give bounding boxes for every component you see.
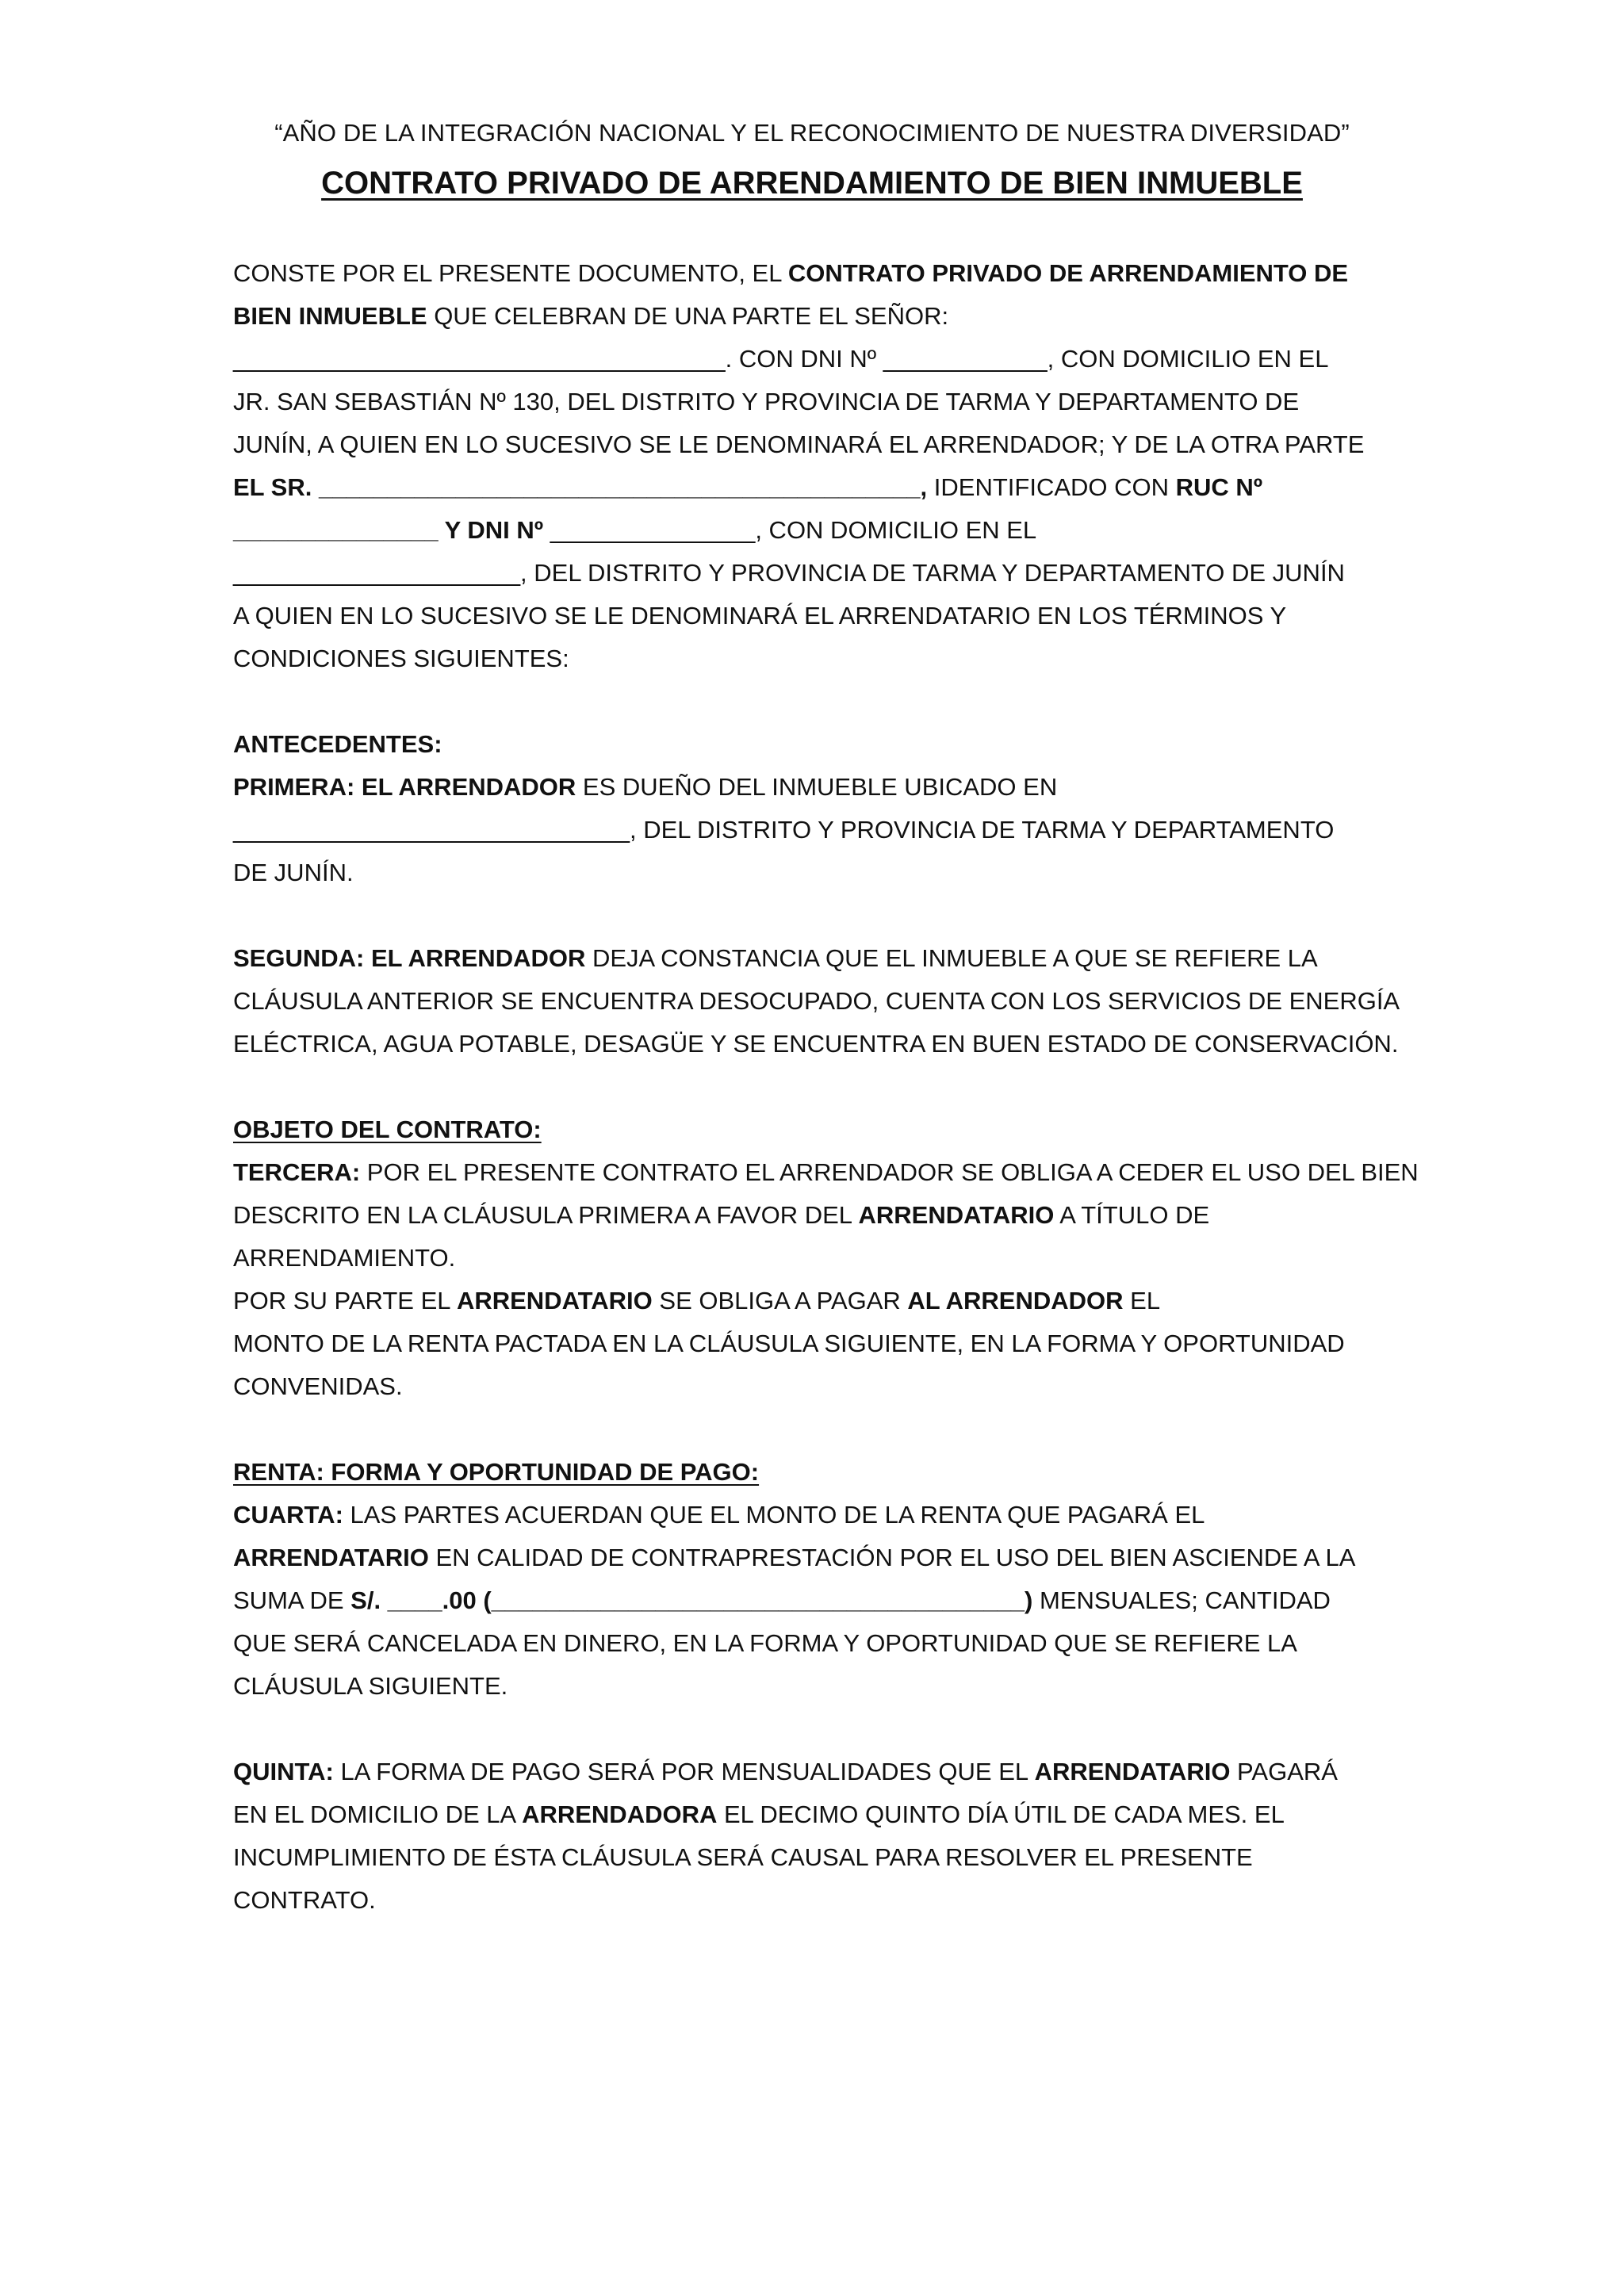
clause-line: CONTRATO. — [233, 1886, 376, 1914]
paragraph-spacer — [233, 1066, 1415, 1108]
text-run: MENSUALES; CANTIDAD — [1032, 1586, 1331, 1614]
bold-run: BIEN INMUEBLE — [233, 302, 427, 330]
paragraph-spacer — [233, 680, 1415, 723]
clause-line: CLÁUSULA SIGUIENTE. — [233, 1672, 508, 1700]
text-run: POR EL PRESENTE CONTRATO EL ARRENDADOR SE OBLIGA A CEDER EL USO DEL BIEN — [360, 1158, 1419, 1186]
text-run: POR SU PARTE EL — [233, 1287, 457, 1314]
clause-line — [233, 1536, 1415, 1579]
clause-cuarta — [233, 1494, 1415, 1708]
clause-line — [233, 1793, 1415, 1836]
paragraph-spacer — [233, 1408, 1415, 1451]
heading-text: OBJETO DEL CONTRATO: — [233, 1115, 542, 1143]
clause-label: CUARTA: — [233, 1501, 343, 1529]
bold-run: ARRENDATARIO — [456, 1287, 653, 1314]
text-run: PAGARÁ — [1230, 1758, 1338, 1785]
section-heading-objeto — [233, 1108, 1415, 1151]
intro-line-9: A QUIEN EN LO SUCESIVO SE LE DENOMINARÁ EL ARRENDATARIO EN LOS TÉRMINOS Y — [233, 602, 1287, 629]
clause-label: SEGUNDA: EL ARRENDADOR — [233, 944, 586, 972]
clause-line — [233, 1151, 1419, 1194]
clause-label: QUINTA: — [233, 1758, 334, 1785]
text-run: _______________, CON DOMICILIO EN EL — [543, 516, 1037, 544]
clause-line: CLÁUSULA ANTERIOR SE ENCUENTRA DESOCUPADO, CUENTA CON LOS SERVICIOS DE ENERGÍA — [233, 987, 1400, 1015]
clause-line: QUE SERÁ CANCELADA EN DINERO, EN LA FORMA Y OPORTUNIDAD QUE SE REFIERE LA — [233, 1629, 1297, 1657]
clause-line — [233, 766, 1415, 809]
text-run: DESCRITO EN LA CLÁUSULA PRIMERA A FAVOR DEL — [233, 1201, 859, 1229]
text-run: LAS PARTES ACUERDAN QUE EL MONTO DE LA RENTA QUE PAGARÁ EL — [343, 1501, 1205, 1529]
text-run: LA FORMA DE PAGO SERÁ POR MENSUALIDADES QUE EL — [333, 1758, 1035, 1785]
text-run: DEJA CONSTANCIA QUE EL INMUEBLE A QUE SE REFIERE LA — [585, 944, 1318, 972]
intro-line-10: CONDICIONES SIGUIENTES: — [233, 645, 569, 672]
paragraph-spacer — [233, 894, 1415, 937]
intro-line-7 — [233, 509, 1415, 552]
paragraph-spacer — [233, 1708, 1415, 1751]
text-run: SUMA DE — [233, 1586, 351, 1614]
clause-line: DE JUNÍN. — [233, 859, 354, 886]
intro-line-1 — [233, 252, 1415, 295]
text-run: QUE CELEBRAN DE UNA PARTE EL SEÑOR: — [427, 302, 949, 330]
clause-line: CONVENIDAS. — [233, 1372, 403, 1400]
clause-line — [233, 1280, 1415, 1322]
intro-line-2 — [233, 295, 1415, 338]
intro-line-5: JUNÍN, A QUIEN EN LO SUCESIVO SE LE DENOMINARÁ EL ARRENDADOR; Y DE LA OTRA PARTE — [233, 430, 1365, 458]
bold-run: CONTRATO PRIVADO DE ARRENDAMIENTO DE — [787, 259, 1349, 287]
intro-line-3: ____________________________________. CON DNI Nº ____________, CON DOMICILIO EN EL — [233, 345, 1329, 373]
clause-quinta — [233, 1751, 1415, 1922]
clause-line — [233, 937, 1415, 980]
text-run: SE OBLIGA A PAGAR — [652, 1287, 908, 1314]
contract-body — [233, 252, 1419, 1922]
text-run: IDENTIFICADO CON — [927, 473, 1176, 501]
intro-line-6 — [233, 466, 1415, 509]
clause-line — [233, 1194, 1415, 1237]
bold-run: ARRENDATARIO — [858, 1201, 1055, 1229]
bold-run: ARRENDATARIO — [233, 1544, 429, 1571]
intro-paragraph — [233, 252, 1415, 680]
clause-line — [233, 1579, 1415, 1622]
clause-line: ARRENDAMIENTO. — [233, 1244, 456, 1272]
text-run: EL — [1123, 1287, 1161, 1314]
clause-tercera — [233, 1151, 1419, 1408]
bold-run: AL ARRENDADOR — [907, 1287, 1124, 1314]
clause-segunda — [233, 937, 1415, 1066]
text-run: EN EL DOMICILIO DE LA — [233, 1800, 523, 1828]
section-heading-antecedentes — [233, 723, 1415, 766]
text-run: EN CALIDAD DE CONTRAPRESTACIÓN POR EL USO DEL BIEN ASCIENDE A LA — [428, 1544, 1356, 1571]
text-run: A TÍTULO DE — [1054, 1201, 1210, 1229]
heading-text: RENTA: FORMA Y OPORTUNIDAD DE PAGO: — [233, 1458, 760, 1486]
bold-run: ARRENDADORA — [522, 1800, 718, 1828]
text-run: CONSTE POR EL PRESENTE DOCUMENTO, EL — [233, 259, 788, 287]
clause-line: INCUMPLIMIENTO DE ÉSTA CLÁUSULA SERÁ CAUSAL PARA RESOLVER EL PRESENTE — [233, 1843, 1253, 1871]
rent-amount-field: S/. ____.00 (_______________________________________) — [350, 1586, 1033, 1614]
text-run: ES DUEÑO DEL INMUEBLE UBICADO EN — [576, 773, 1058, 801]
bold-run: ARRENDATARIO — [1034, 1758, 1231, 1785]
clause-line: _____________________________, DEL DISTRITO Y PROVINCIA DE TARMA Y DEPARTAMENTO — [233, 816, 1335, 844]
clause-line — [233, 1494, 1415, 1536]
clause-line: ELÉCTRICA, AGUA POTABLE, DESAGÜE Y SE ENCUENTRA EN BUEN ESTADO DE CONSERVACIÓN. — [233, 1030, 1399, 1058]
intro-line-8: _____________________, DEL DISTRITO Y PROVINCIA DE TARMA Y DEPARTAMENTO DE JUNÍN — [233, 559, 1345, 587]
bold-run: RUC Nº — [1175, 473, 1263, 501]
clause-line — [233, 1751, 1415, 1793]
bold-run: EL SR. ____________________________________________, — [233, 473, 928, 501]
clause-line: MONTO DE LA RENTA PACTADA EN LA CLÁUSULA SIGUIENTE, EN LA FORMA Y OPORTUNIDAD — [233, 1330, 1345, 1357]
document-title: CONTRATO PRIVADO DE ARRENDAMIENTO DE BIEN INMUEBLE — [321, 166, 1303, 201]
bold-run: _______________ Y DNI Nº — [233, 516, 544, 544]
intro-line-4: JR. SAN SEBASTIÁN Nº 130, DEL DISTRITO Y PROVINCIA DE TARMA Y DEPARTAMENTO DE — [233, 388, 1300, 415]
section-heading-renta — [233, 1451, 1415, 1494]
text-run: EL DECIMO QUINTO DÍA ÚTIL DE CADA MES. EL — [717, 1800, 1285, 1828]
clause-label: PRIMERA: EL ARRENDADOR — [233, 773, 576, 801]
year-motto: “AÑO DE LA INTEGRACIÓN NACIONAL Y EL RECONOCIMIENTO DE NUESTRA DIVERSIDAD” — [274, 119, 1350, 147]
clause-primera — [233, 766, 1415, 894]
clause-label: TERCERA: — [233, 1158, 361, 1186]
heading-text: ANTECEDENTES: — [233, 730, 442, 758]
